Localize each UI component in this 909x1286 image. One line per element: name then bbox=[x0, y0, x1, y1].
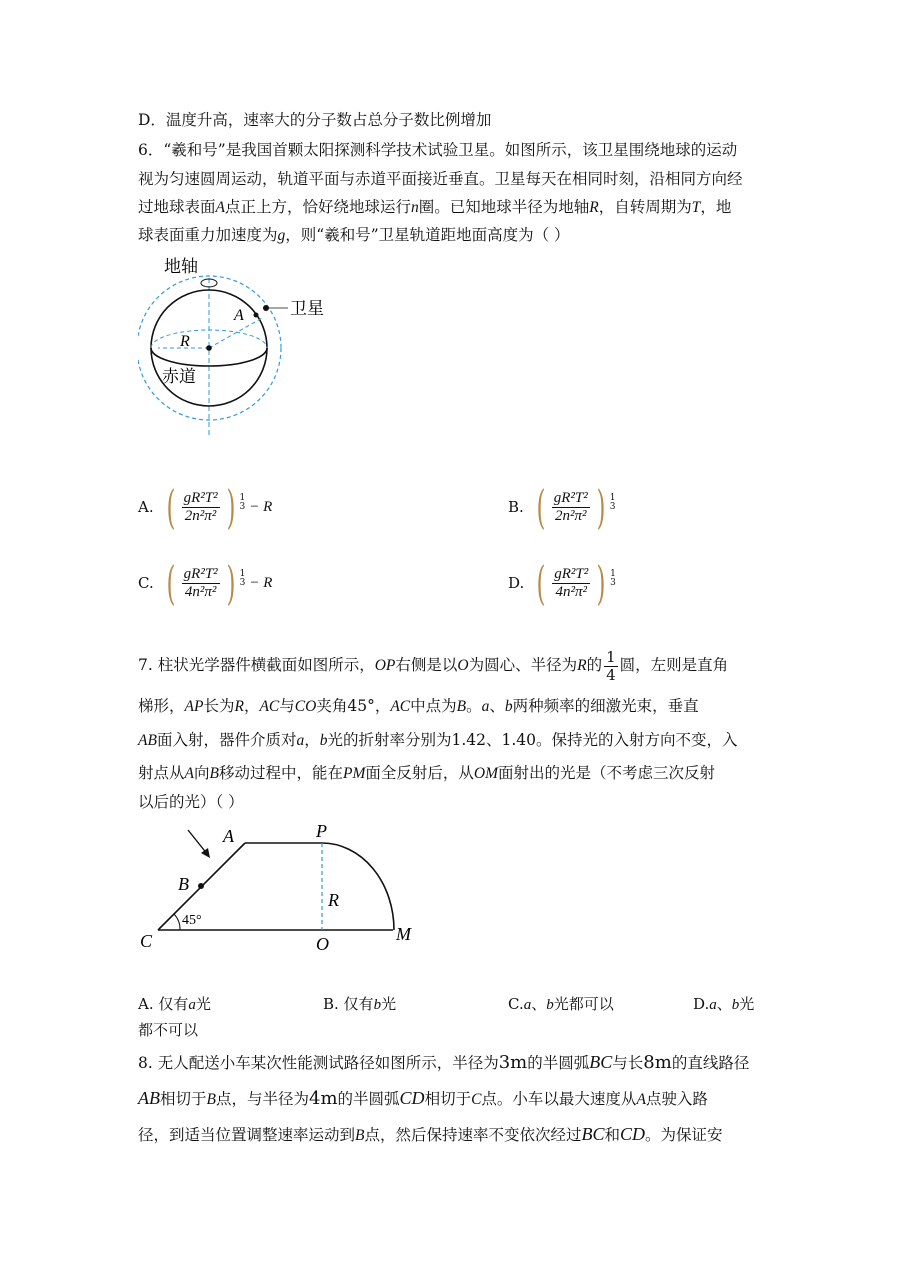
q5-option-d: D．温度升高，速率大的分子数占总分子数比例增加 bbox=[138, 111, 492, 129]
label-p: P bbox=[316, 821, 327, 841]
satellite-dot bbox=[263, 305, 269, 311]
quarter-arc bbox=[322, 843, 394, 930]
q7-stem-line-1: 7. 柱状光学器件横截面如图所示，OP右侧是以O为圆心、半径为R的 $\frac{1}{4}$ 圆，左则是直角 bbox=[138, 647, 729, 684]
q7-option-a: A. 仅有a光 bbox=[138, 995, 211, 1013]
optical-device-figure bbox=[138, 820, 428, 960]
q7-option-d-cont: 都不可以 bbox=[138, 1021, 199, 1039]
equator-label: 赤道 bbox=[162, 367, 196, 386]
point-a-label: A bbox=[234, 307, 244, 324]
q7-stem-line-2: 梯形，AP长为R，AC与CO夹角45°，AC中点为B。a、b两种频率的细激光束，垂直 bbox=[138, 697, 699, 715]
q6-stem-line-1: 6．“羲和号”是我国首颗太阳探测科学技术试验卫星。如图所示，该卫星围绕地球的运动 bbox=[138, 141, 738, 159]
q7-stem-line-4: 射点从A向B移动过程中，能在PM面全反射后，从OM面射出的光是（不考虑三次反射 bbox=[138, 764, 716, 782]
q6-stem-line-2: 视为匀速圆周运动，轨道平面与赤道平面接近垂直。卫星每天在相同时刻，沿相同方向经 bbox=[138, 170, 743, 188]
label-m: M bbox=[396, 924, 411, 944]
q6-option-c: C. ( $\frac{\text{gR²T²}}{\text{4n²π²}}$ ) 1 3 − R bbox=[138, 556, 273, 610]
radius-label: R bbox=[180, 333, 190, 350]
earth-satellite-figure bbox=[138, 250, 338, 440]
q7-stem-line-5: 以后的光）（ ） bbox=[138, 793, 244, 811]
earth-center-dot bbox=[206, 345, 212, 351]
label-angle: 45° bbox=[182, 913, 202, 928]
point-b-dot bbox=[198, 883, 204, 889]
point-a-dot bbox=[254, 313, 259, 318]
satellite-label: 卫星 bbox=[290, 299, 324, 318]
q6-stem-line-4: 球表面重力加速度为g，则“羲和号”卫星轨道距地面高度为（ ） bbox=[138, 226, 570, 244]
q6-stem-line-3: 过地球表面A点正上方，恰好绕地球运行n圈。已知地球半径为地轴R，自转周期为T，地 bbox=[138, 198, 732, 216]
q7-option-b: B. 仅有b光 bbox=[323, 995, 397, 1013]
q7-stem-line-3: AB面入射，器件介质对a，b光的折射率分别为1.42、1.40。保持光的入射方向不变，入 bbox=[138, 731, 738, 749]
label-a: A bbox=[223, 826, 234, 846]
q7-option-c: C.a、b光都可以 bbox=[508, 995, 614, 1013]
q6-option-d: D. ( $\frac{\text{gR²T²}}{\text{4n²π²}}$ ) 1 3 bbox=[508, 556, 616, 610]
axis-label: 地轴 bbox=[164, 257, 198, 276]
q8-stem-line-1: 8. 无人配送小车某次性能测试路径如图所示，半径为3m的半圆弧BC与长8m的直线路径 bbox=[138, 1052, 750, 1073]
q6-option-b: B. ( $\frac{\text{gR²T²}}{\text{2n²π²}}$ ) 1 3 bbox=[508, 480, 616, 534]
q7-option-d: D.a、b光 bbox=[693, 995, 755, 1013]
label-c: C bbox=[140, 931, 153, 951]
q8-stem-line-2: AB相切于B点，与半径为4m的半圆弧CD相切于C点。小车以最大速度从A点驶入路 bbox=[138, 1088, 708, 1109]
q6-option-a: A. ( $\frac{\text{gR²T²}}{\text{2n²π²}}$ ) 1 3 − R bbox=[138, 480, 273, 534]
label-o: O bbox=[316, 934, 329, 954]
q8-stem-line-3: 径，到适当位置调整速率运动到B点，然后保持速率不变依次经过BC和CD。为保证安 bbox=[138, 1124, 723, 1144]
label-b: B bbox=[178, 874, 189, 894]
label-r: R bbox=[328, 890, 339, 910]
